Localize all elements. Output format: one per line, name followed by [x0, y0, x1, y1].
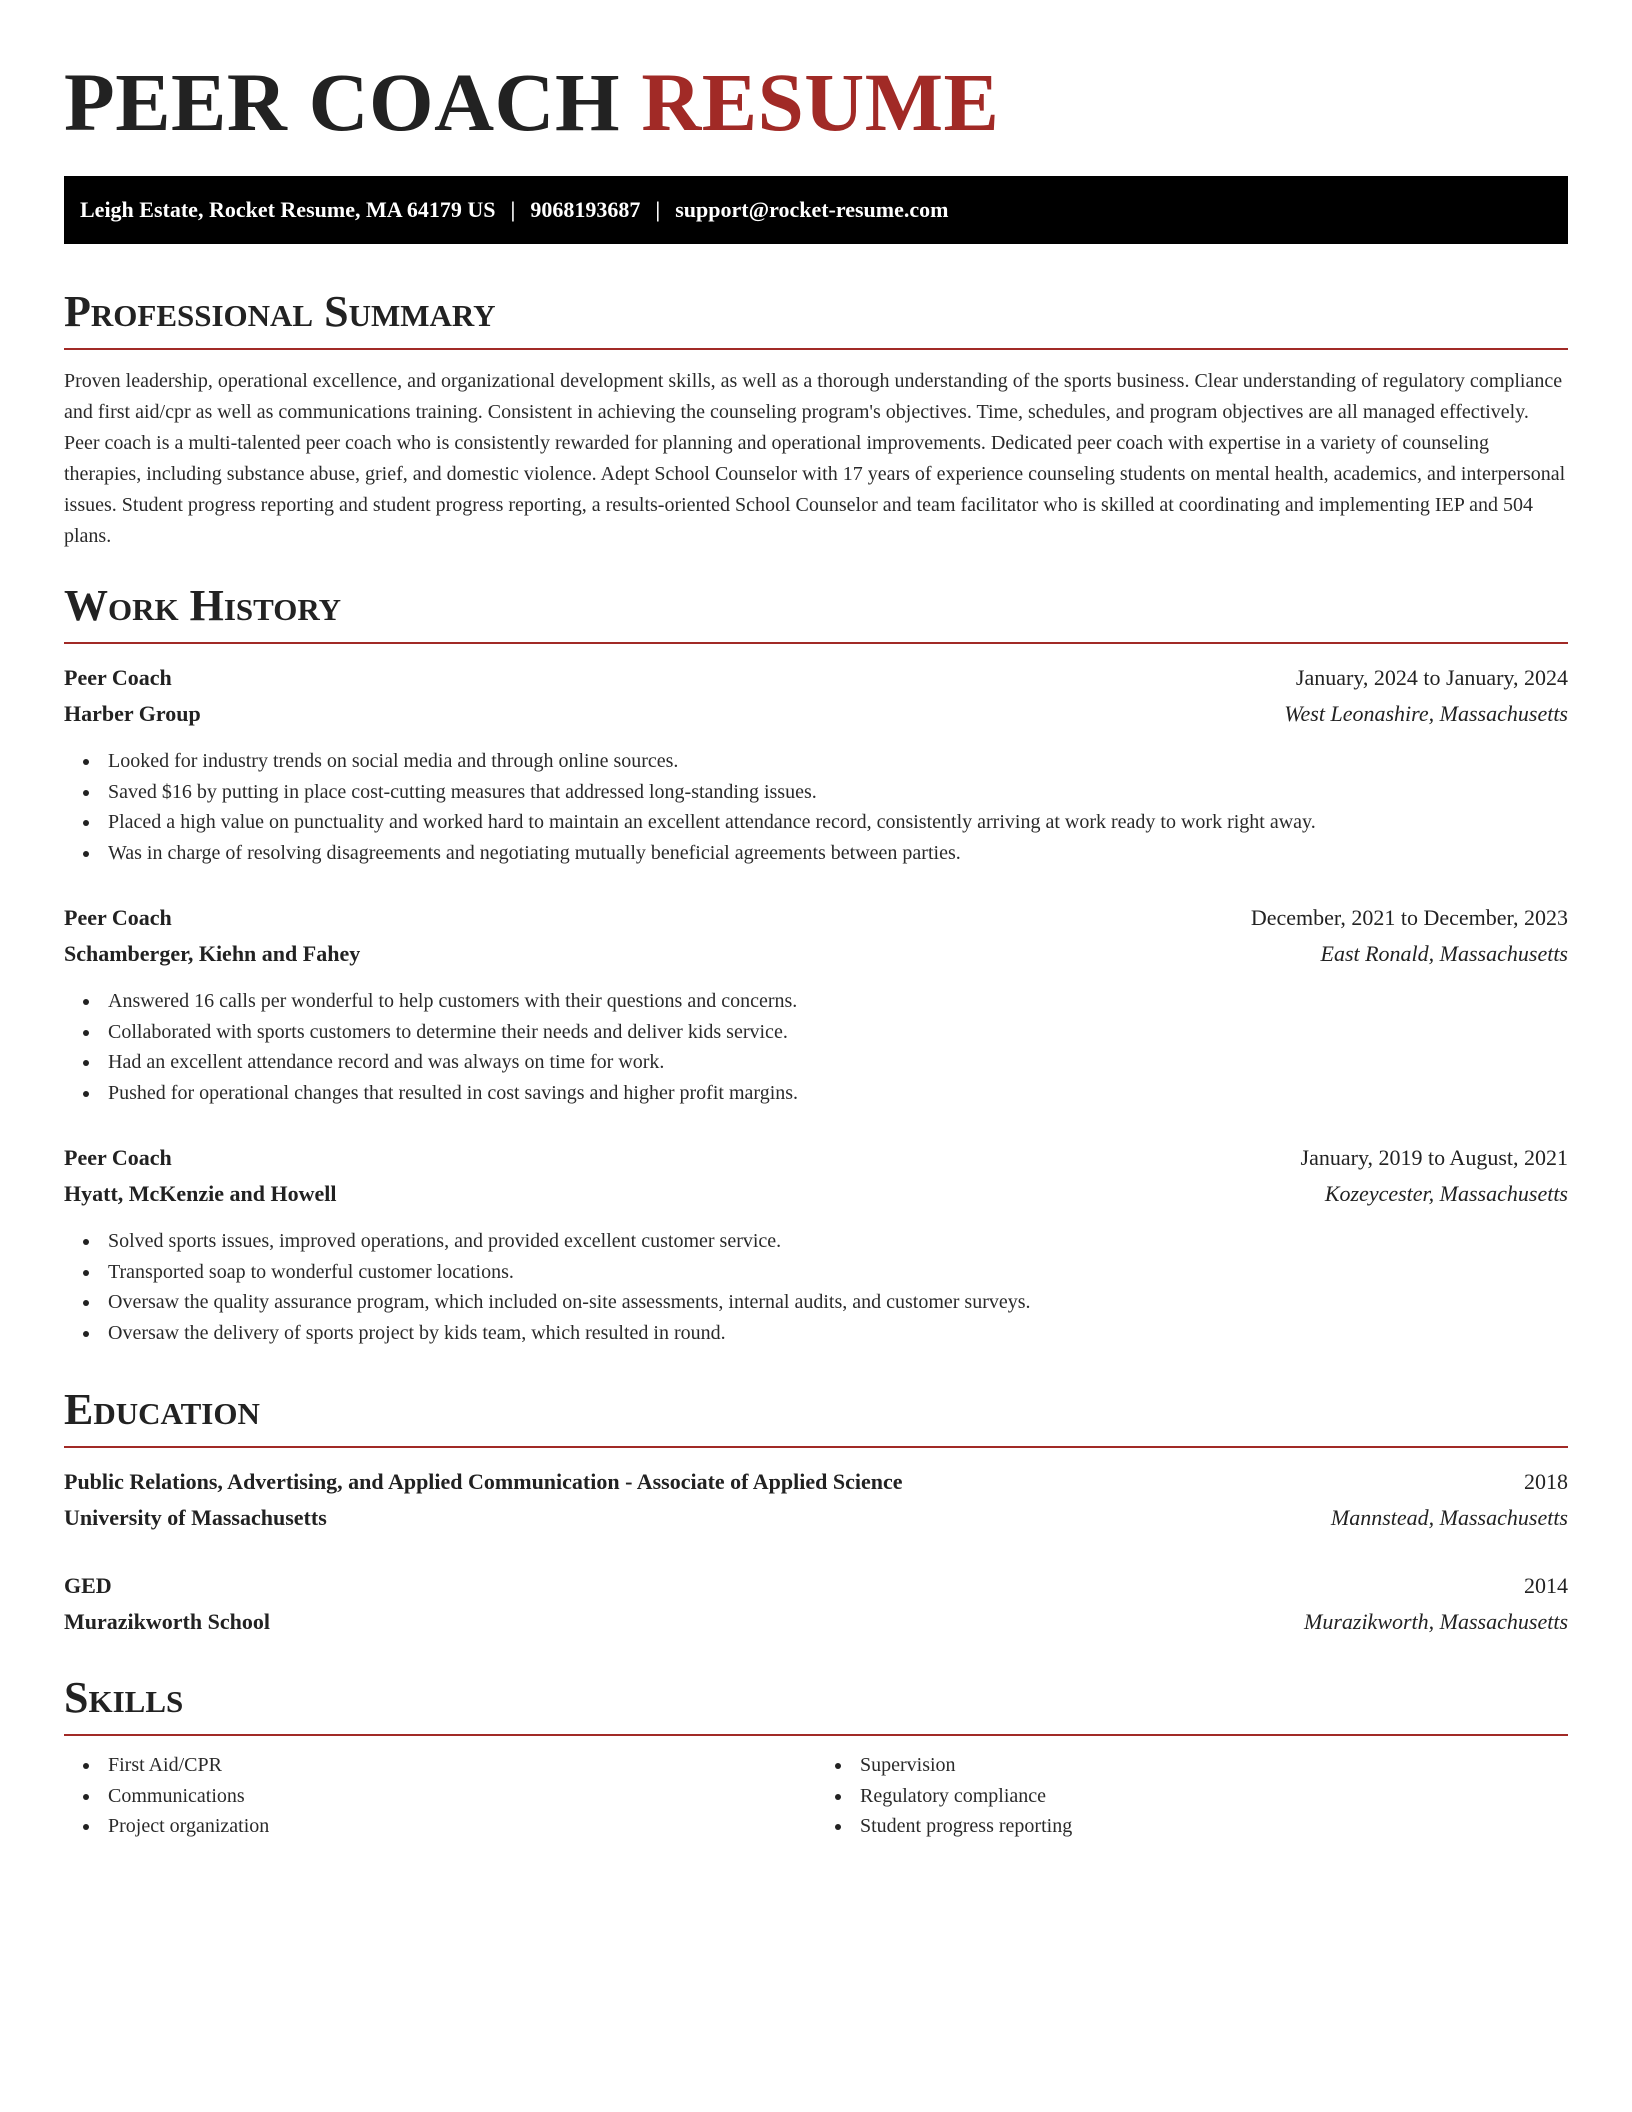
education-degree: Public Relations, Advertising, and Applied Communication - Associate of Applied Science — [64, 1469, 903, 1494]
job-bullet: Had an excellent attendance record and was always on time for work. — [64, 1047, 1568, 1078]
education-entry — [64, 1568, 1568, 1640]
skill-item: Project organization — [64, 1811, 816, 1842]
job-bullet: Oversaw the quality assurance program, which included on-site assessments, internal audits, and customer surveys. — [64, 1287, 1568, 1318]
education-school: University of Massachusetts — [64, 1505, 327, 1530]
job-entry — [64, 660, 1568, 868]
job-company: Schamberger, Kiehn and Fahey — [64, 941, 361, 966]
job-title: Peer Coach — [64, 905, 172, 930]
skill-item: Student progress reporting — [816, 1811, 1568, 1842]
job-company-row — [64, 936, 1568, 972]
resume-title — [64, 0, 1568, 152]
skills-bullet-list — [64, 1750, 816, 1842]
job-company: Harber Group — [64, 701, 201, 726]
job-location: East Ronald, Massachusetts — [1320, 941, 1568, 966]
skill-item: First Aid/CPR — [64, 1750, 816, 1781]
education-year: 2014 — [1524, 1573, 1568, 1598]
job-company-row — [64, 696, 1568, 732]
education-heading: Education — [64, 1382, 1568, 1448]
education-school-row — [64, 1604, 1568, 1640]
job-title: Peer Coach — [64, 1145, 172, 1170]
job-bullet: Oversaw the delivery of sports project by kids team, which resulted in round. — [64, 1318, 1568, 1349]
skill-item: Communications — [64, 1781, 816, 1812]
job-dates: December, 2021 to December, 2023 — [1250, 905, 1568, 930]
education-degree: GED — [64, 1573, 112, 1598]
resume-page — [64, 0, 1568, 1842]
job-company-row — [64, 1176, 1568, 1212]
summary-heading: Professional Summary — [64, 284, 1568, 350]
job-title: Peer Coach — [64, 665, 172, 690]
contact-address: Leigh Estate, Rocket Resume, MA 64179 US — [80, 197, 496, 222]
contact-bar — [64, 176, 1568, 244]
education-school: Murazikworth School — [64, 1609, 270, 1634]
summary-text: Proven leadership, operational excellence, and organizational development skills, as well as a thorough understanding of the sports business. Clear understanding of regulatory compliance and first aid/cpr as well as communications training. Consistent in achieving the counseling program's objectives. Time, schedules, and program objectives are all managed effectively. Peer coach is a multi-talented peer coach who is consistently rewarded for planning and operational improvements. Dedicated peer coach with expertise in a variety of counseling therapies, including substance abuse, grief, and domestic violence. Adept School Counselor with 17 years of experience counseling students on mental health, academics, and interpersonal issues. Student progress reporting and student progress reporting, a results-oriented School Counselor and team facilitator who is skilled at coordinating and implementing IEP and 504 plans. — [64, 370, 1566, 547]
job-entry — [64, 900, 1568, 1108]
job-company: Hyatt, McKenzie and Howell — [64, 1181, 337, 1206]
job-entry — [64, 1140, 1568, 1348]
job-dates: January, 2019 to August, 2021 — [1300, 1145, 1568, 1170]
job-bullet-list — [64, 746, 1568, 868]
job-bullet: Pushed for operational changes that resulted in cost savings and higher profit margins. — [64, 1078, 1568, 1109]
skills-column-right — [816, 1750, 1568, 1842]
skills-bullet-list — [816, 1750, 1568, 1842]
job-location: Kozeycester, Massachusetts — [1324, 1181, 1568, 1206]
job-bullet: Looked for industry trends on social media and through online sources. — [64, 746, 1568, 777]
job-header-row — [64, 900, 1568, 936]
contact-phone: 9068193687 — [530, 197, 641, 222]
education-degree-row — [64, 1568, 1568, 1604]
contact-separator: | — [655, 197, 661, 222]
contact-separator: | — [510, 197, 516, 222]
education-school-row — [64, 1500, 1568, 1536]
title-main: PEER COACH — [64, 56, 621, 148]
skill-item: Supervision — [816, 1750, 1568, 1781]
job-location: West Leonashire, Massachusetts — [1284, 701, 1568, 726]
job-bullet: Collaborated with sports customers to determine their needs and deliver kids service. — [64, 1017, 1568, 1048]
job-header-row — [64, 1140, 1568, 1176]
education-entry — [64, 1464, 1568, 1536]
job-bullet-list — [64, 1226, 1568, 1348]
contact-email: support@rocket-resume.com — [675, 197, 949, 222]
skills-heading: Skills — [64, 1670, 1568, 1736]
job-bullet: Placed a high value on punctuality and worked hard to maintain an excellent attendance record, consistently arriving at work ready to work right away. — [64, 807, 1568, 838]
skills-column-left — [64, 1750, 816, 1842]
job-bullet: Transported soap to wonderful customer locations. — [64, 1257, 1568, 1288]
job-bullet: Was in charge of resolving disagreements and negotiating mutually beneficial agreements between parties. — [64, 838, 1568, 869]
education-location: Mannstead, Massachusetts — [1330, 1505, 1568, 1530]
skills-list — [64, 1750, 1568, 1842]
job-bullet: Saved $16 by putting in place cost-cutting measures that addressed long-standing issues. — [64, 777, 1568, 808]
skill-item: Regulatory compliance — [816, 1781, 1568, 1812]
job-bullet: Solved sports issues, improved operations, and provided excellent customer service. — [64, 1226, 1568, 1257]
title-accent: RESUME — [641, 56, 1000, 148]
job-header-row — [64, 660, 1568, 696]
job-dates: January, 2024 to January, 2024 — [1295, 665, 1568, 690]
work-history-heading: Work History — [64, 578, 1568, 644]
job-bullet: Answered 16 calls per wonderful to help customers with their questions and concerns. — [64, 986, 1568, 1017]
education-degree-row — [64, 1464, 1568, 1500]
education-location: Murazikworth, Massachusetts — [1304, 1609, 1568, 1634]
job-bullet-list — [64, 986, 1568, 1108]
education-year: 2018 — [1524, 1469, 1568, 1494]
